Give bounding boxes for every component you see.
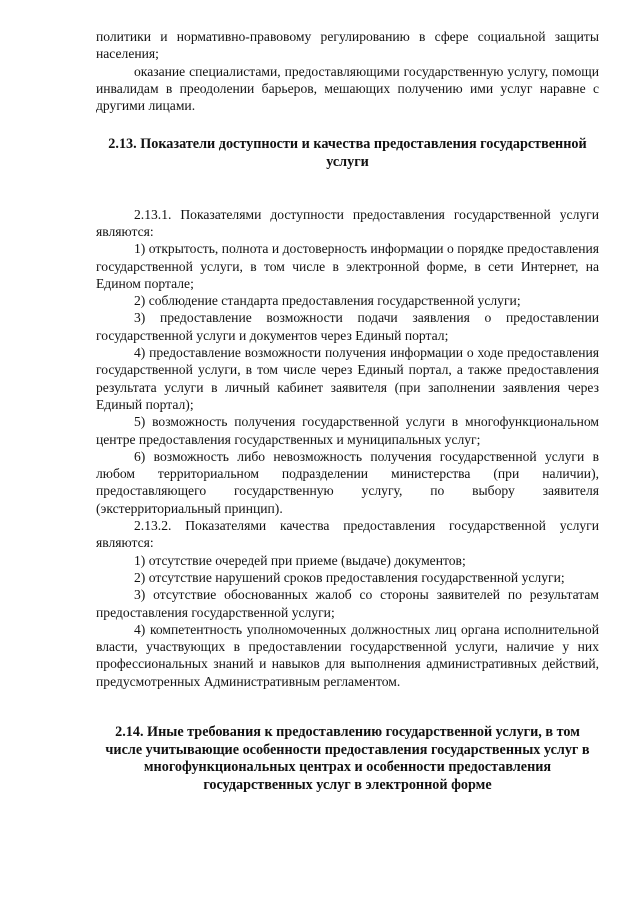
- availability-item-2: 2) соблюдение стандарта предоставления государственной услуги;: [134, 293, 521, 309]
- availability-item-1: 1) открытость, полнота и достоверность информации о порядке предоставления государственной услуги, в том числе в электронной форме, в сети Интернет, на Едином портале;: [96, 241, 599, 291]
- quality-item-1: 1) отсутствие очередей при приеме (выдаче) документов;: [134, 552, 466, 568]
- availability-item-6: 6) возможность либо невозможность получения государственной услуги в любом территориальном подразделении министерства (при наличии), предоставляющего государственную услугу, по выбору заявителя (экстерриториальный принцип).: [96, 448, 599, 516]
- availability-item-3: 3) предоставление возможности подачи заявления о предоставлении государственной услуги и документов через Единый портал;: [96, 310, 599, 343]
- document-page: [96, 28, 599, 794]
- quality-item-3: 3) отсутствие обоснованных жалоб со стороны заявителей по результатам предоставления государственной услуги;: [96, 587, 599, 620]
- availability-item-4: 4) предоставление возможности получения информации о ходе предоставления государственной услуги, в том числе через Единый портал, а также предоставления результата услуги в личный кабинет заявителя (при заполнении заявления через Единый портал);: [96, 345, 599, 412]
- availability-item-5: 5) возможность получения государственной услуги в многофункциональном центре предоставления государственных и муниципальных услуг;: [96, 414, 599, 447]
- quality-item-4: 4) компетентность уполномоченных должностных лиц органа исполнительной власти, участвующих в предоставлении государственной услуги, наличие у них профессиональных знаний и навыков для выполнения административных действий, предусмотренных Административным регламентом.: [96, 621, 599, 689]
- section-2-13-title: 2.13. Показатели доступности и качества предоставления государственной услуги: [108, 136, 587, 171]
- intro-paragraph-2: оказание специалистами, предоставляющими государственную услугу, помощи инвалидам в преодолении барьеров, мешающих получению ими услуг наравне с другими лицами.: [96, 63, 599, 114]
- quality-item-2: 2) отсутствие нарушений сроков предоставления государственной услуги;: [134, 569, 565, 585]
- intro-paragraph-1: политики и нормативно-правовому регулированию в сфере социальной защиты населения;: [96, 29, 599, 62]
- quality-intro: 2.13.2. Показателями качества предоставления государственной услуги являются:: [96, 518, 599, 551]
- availability-intro: 2.13.1. Показателями доступности предоставления государственной услуги являются:: [96, 206, 599, 239]
- section-2-14-title: 2.14. Иные требования к предоставлению государственной услуги, в том числе учитывающие особенности предоставления государственных услуг в многофункциональных центрах и особенности предоставления государственных услуг в электронной форме: [105, 723, 590, 793]
